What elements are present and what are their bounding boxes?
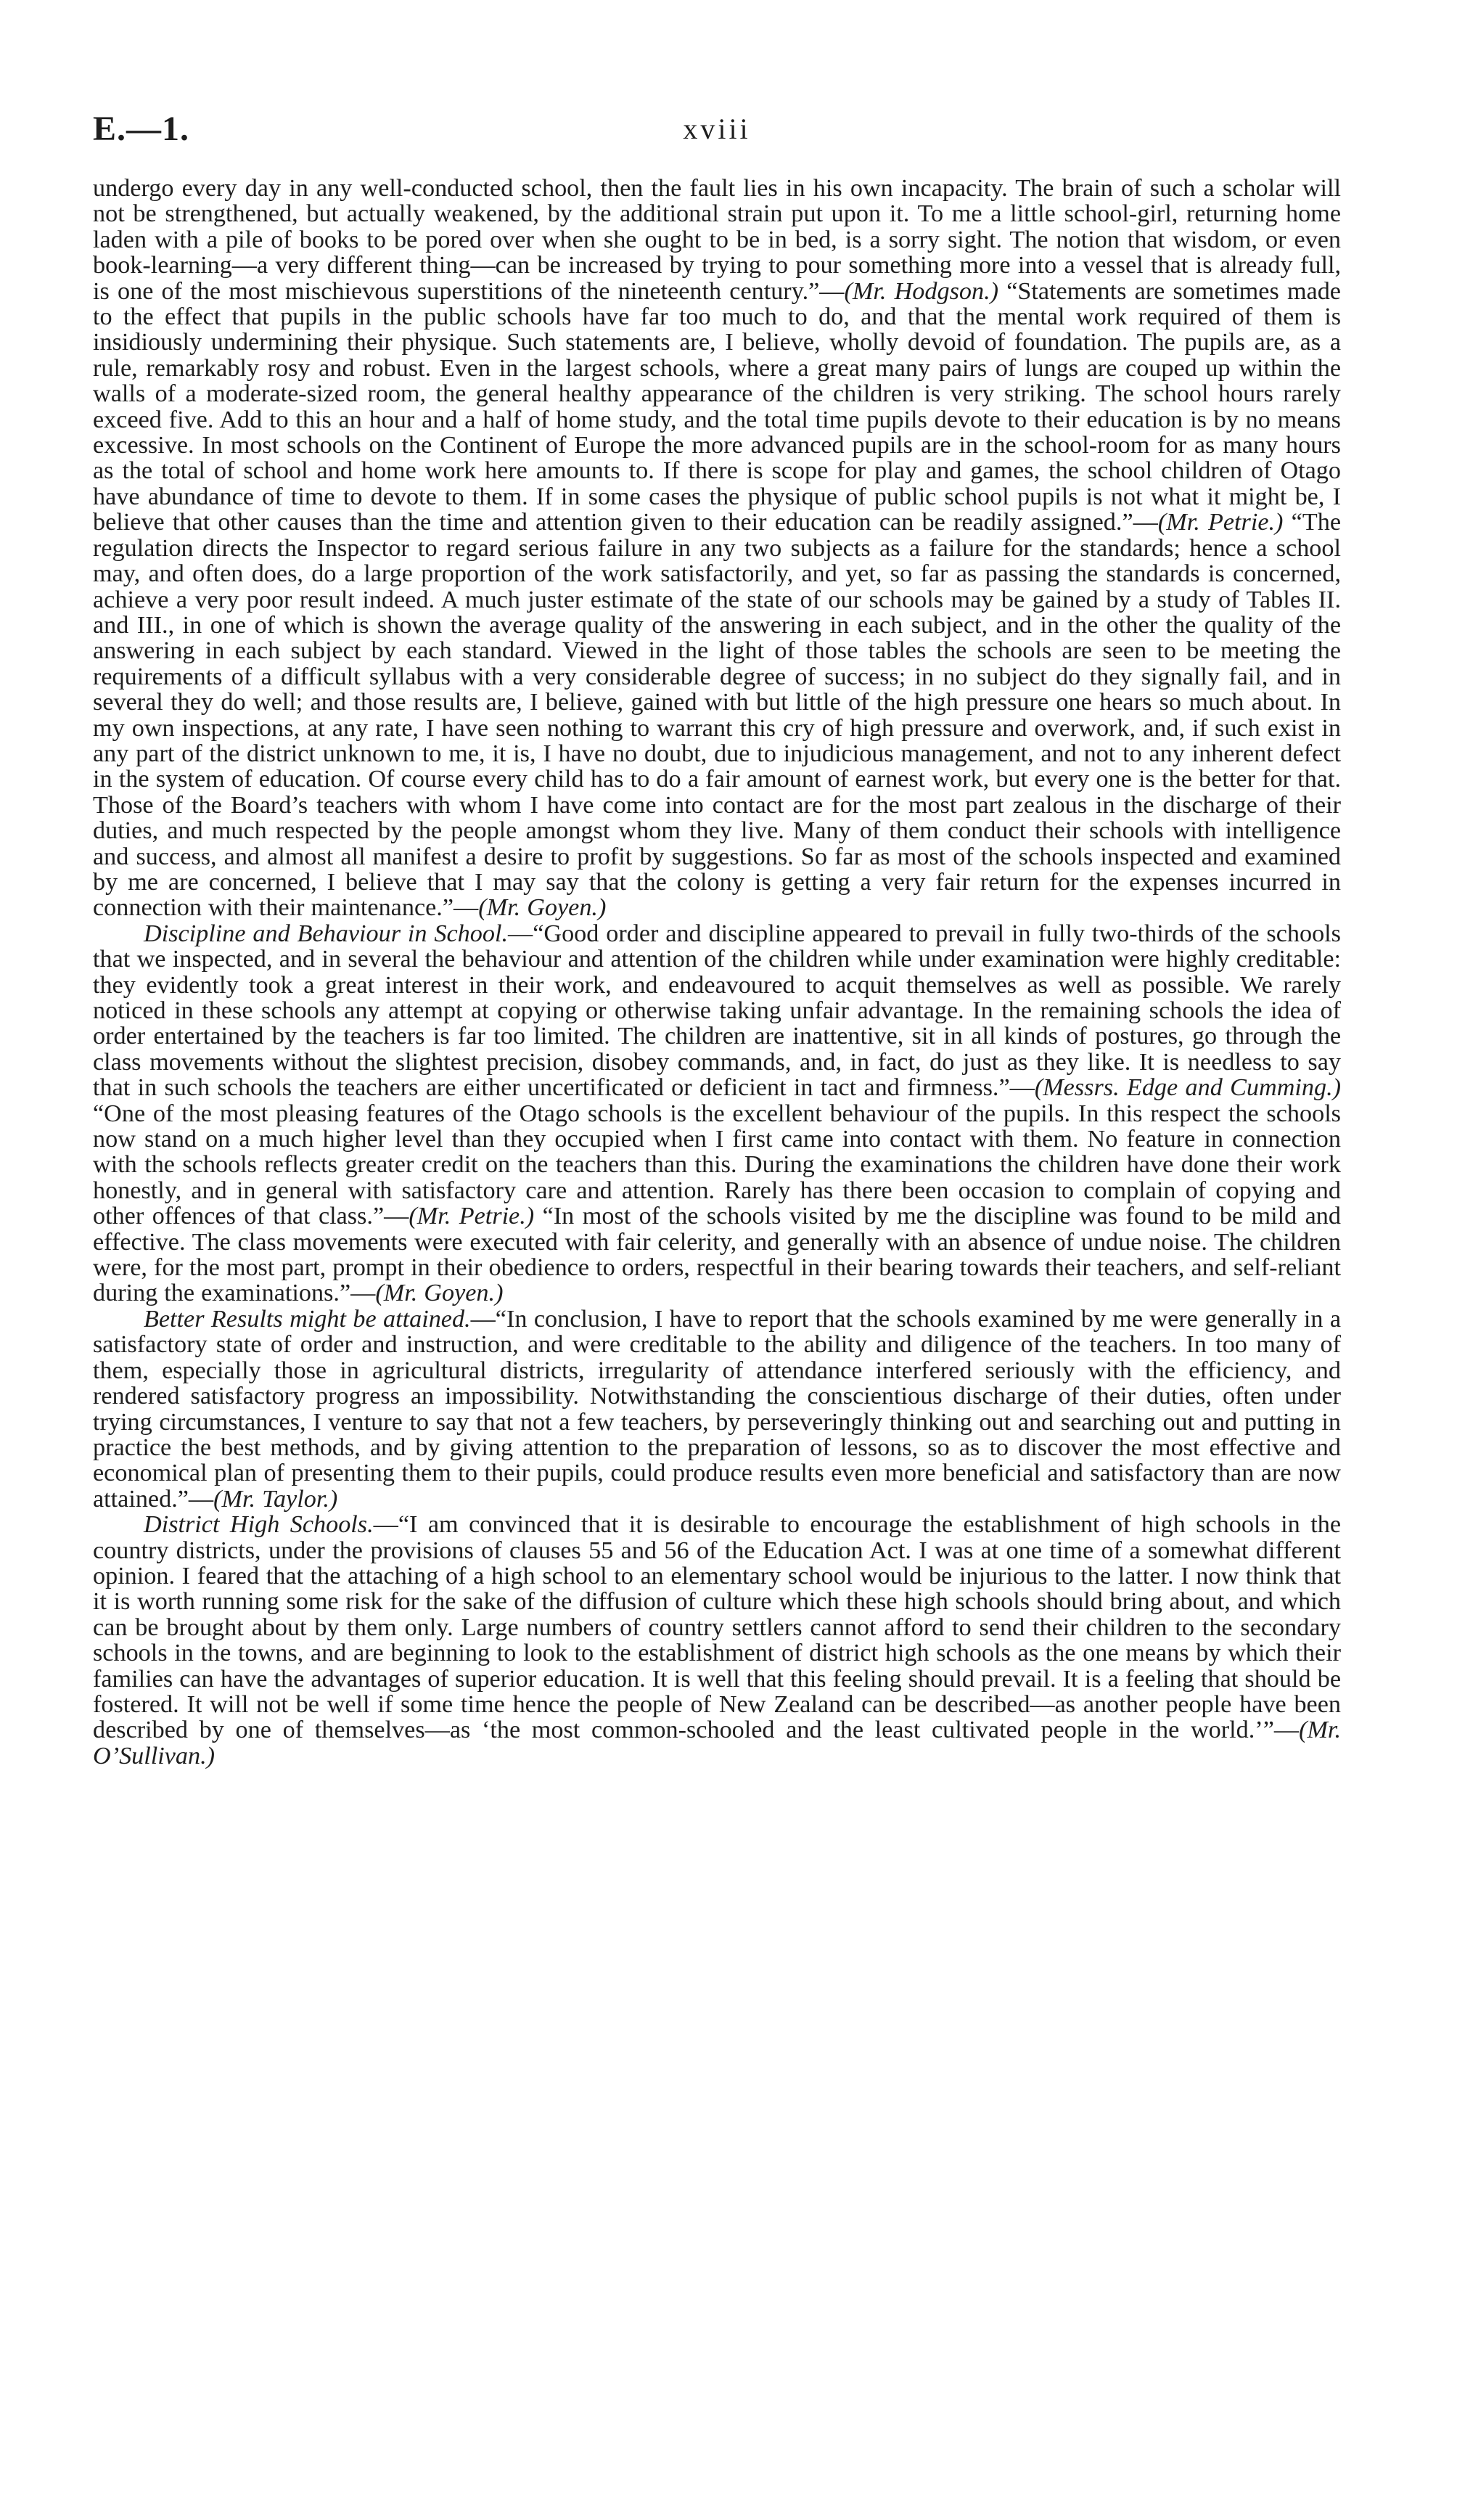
- paragraph-discipline: [93, 921, 1341, 1306]
- attribution: (Mr. Goyen.): [375, 1280, 504, 1307]
- quote-text: —“I am convinced that it is desirable to encourage the establishment of high schools in the country districts, under the provisions of clauses 55 and 56 of the Education Act. I was at one time of a somewhat different opinion. I feared that the attaching of a high school to an elementary school would be injurious to the latter. I now think that it is worth running some risk for the sake of the diffusion of culture which these high schools should bring about, and which can be brought about by them only. Large numbers of country settlers cannot afford to send their children to the secondary schools in the towns, and are beginning to look to the establishment of district high schools as the one means by which their families can have the advantages of superior education. It is well that this feeling should prevail. It is a feeling that should be fostered. It will not be well if some time hence the people of New Zealand can be described—as another people have been described by one of themselves—as ‘the most common-schooled and the least cultivated people in the world.’”—: [93, 1511, 1342, 1744]
- attribution: (Mr. Petrie.): [409, 1203, 535, 1230]
- section-heading: District High Schools.: [144, 1511, 374, 1539]
- section-heading: Discipline and Behaviour in School.: [144, 920, 509, 947]
- attribution: (Mr. O’Sullivan.): [93, 1717, 1341, 1770]
- paragraph-continuation: [93, 176, 1341, 921]
- body-text: [93, 176, 1341, 1769]
- section-heading: Better Results might be attained.: [144, 1305, 471, 1333]
- quote-text: “In most of the schools visited by me the discipline was found to be mild and effective. The class movements were executed with fair celerity, and generally with an absence of undue noise. The children were, for the most part, prompt in their obedience to orders, respectful in their bearing towards their teachers, and self-reliant during the examinations.”—: [93, 1203, 1341, 1307]
- attribution: (Mr. Petrie.): [1157, 509, 1284, 536]
- page-number: xviii: [683, 112, 751, 145]
- quote-text: undergo every day in any well-conducted school, then the fault lies in his own incapacity. The brain of such a scholar will not be strengthened, but actually weakened, by the additional strain put upon it. To me a little school-girl, returning home laden with a pile of books to be pored over when she ought to be in bed, is a sorry sight. The notion that wisdom, or even book-learning—a very different thing—can be increased by trying to pour something more into a vessel that is already full, is one of the most mischievous superstitions of the nineteenth century.”—: [93, 175, 1341, 305]
- attribution: (Mr. Hodgson.): [844, 277, 998, 305]
- quote-text: “The regulation directs the Inspector to regard serious failure in any two subjects as a failure for the standards; hence a school may, and often does, do a large proportion of the work satisfactorily, and yet, so far as passing the standards is concerned, achieve a very poor result indeed. A much juster estimate of the state of our schools may be gained by a study of Tables II. and III., in one of which is shown the average quality of the answering in each subject, and in the other the quality of the answering in each subject by each standard. Viewed in the light of those tables the schools are seen to be meeting the requirements of a difficult syllabus with a very considerable degree of success; in no subject do they signally fail, and in several they do well; and those results are, I believe, gained with but little of the high pressure one hears so much about. In my own inspections, at any rate, I have seen nothing to warrant this cry of high pressure and overwork, and, if such exist in any part of the district unknown to me, it is, I have no doubt, due to injudicious management, and not to any inherent defect in the system of education. Of course every child has to do a fair amount of earnest work, but every one is the better for that. Those of the Board’s teachers with whom I have come into contact are for the most part zealous in the discharge of their duties, and much respected by the people amongst whom they live. Many of them conduct their schools with intelligence and success, and almost all manifest a desire to profit by suggestions. So far as most of the schools inspected and examined by me are concerned, I believe that I may say that the colony is getting a very fair return for the expenses incurred in connection with their maintenance.”—: [93, 509, 1342, 922]
- page-header: [93, 109, 1341, 152]
- quote-text: —“Good order and discipline appeared to prevail in fully two-thirds of the schools that we inspected, and in several the behaviour and attention of the children while under examination were highly creditable: they evidently took a great interest in their work, and endeavoured to acquit themselves as well as possible. We rarely noticed in these schools any attempt at copying or otherwise taking unfair advantage. In the remaining schools the idea of order entertained by the teachers is far too limited. The children are inattentive, sit in all kinds of postures, go through the class movements without the slightest precision, disobey commands, and, in fact, do just as they like. It is needless to say that in such schools the teachers are either uncertificated or deficient in tact and firmness.”—: [93, 920, 1341, 1102]
- page-reference: E.—1.: [93, 110, 190, 148]
- attribution: (Mr. Taylor.): [213, 1485, 338, 1513]
- paragraph-district-high-schools: [93, 1512, 1341, 1769]
- quote-text: —“In conclusion, I have to report that the schools examined by me were generally in a satisfactory state of order and instruction, and were creditable to the ability and diligence of the teachers. In too many of them, especially those in agricultural districts, irregularity of attendance interfered seriously with the efficiency, and rendered satisfactory progress an impossibility. Notwithstanding the conscientious discharge of their duties, often under trying circumstances, I venture to say that not a few teachers, by perseveringly thinking out and searching out and putting in practice the best methods, and by giving attention to the preparation of lessons, so as to discover the most effective and economical plan of presenting them to their pupils, could produce results even more beneficial and satisfactory than are now attained.”—: [93, 1305, 1341, 1513]
- paragraph-better-results: [93, 1306, 1341, 1512]
- attribution: (Messrs. Edge and Cumming.): [1034, 1074, 1341, 1102]
- quote-text: “Statements are sometimes made to the effect that pupils in the public schools have far too much to do, and that the mental work required of them is insidiously undermining their physique. Such statements are, I believe, wholly devoid of foundation. The pupils are, as a rule, remarkably rosy and robust. Even in the largest schools, where a great many pairs of lungs are couped up within the walls of a moderate-sized room, the general healthy appearance of the children is very striking. The school hours rarely exceed five. Add to this an hour and a half of home study, and the total time pupils devote to their education is by no means excessive. In most schools on the Continent of Europe the more advanced pupils are in the school-room for as many hours as the total of school and home work here amounts to. If there is scope for play and games, the school children of Otago have abundance of time to devote to them. If in some cases the physique of public school pupils is not what it might be, I believe that other causes than the time and attention given to their education can be readily assigned.”—: [93, 277, 1341, 536]
- quote-text: “One of the most pleasing features of the Otago schools is the excellent behaviour of the pupils. In this respect the schools now stand on a much higher level than they occupied when I first came into contact with them. No feature in connection with the schools reflects greater credit on the teachers than this. During the examinations the children have done their work honestly, and in general with satisfactory care and attention. Rarely has there been occasion to complain of copying and other offences of that class.”—: [93, 1100, 1341, 1230]
- attribution: (Mr. Goyen.): [478, 894, 607, 922]
